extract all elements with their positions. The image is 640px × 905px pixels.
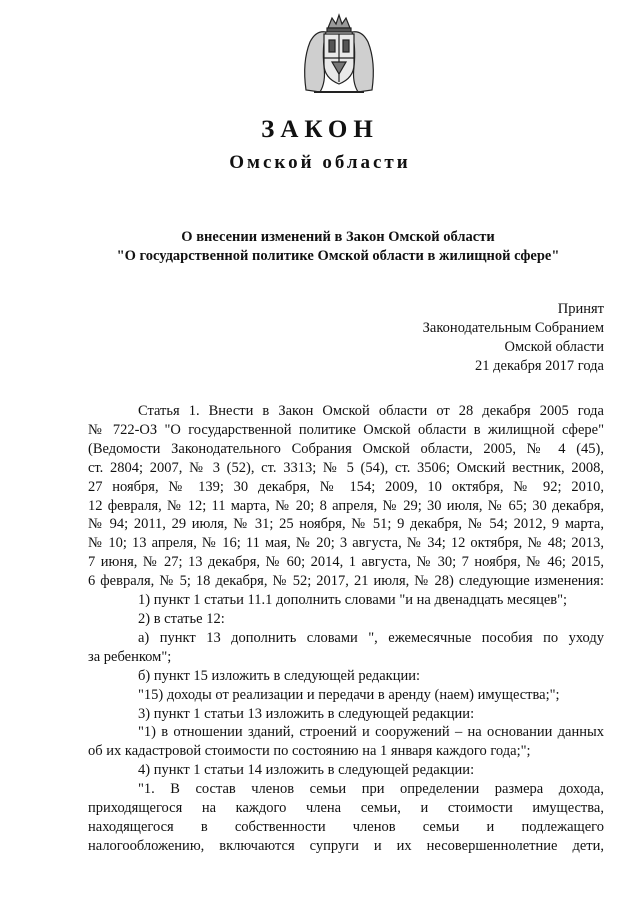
body-line: 4) пункт 1 статьи 14 изложить в следующей редакции: [138, 762, 475, 779]
body-line: ст. 2804; 2007, № 3 (52), ст. 3313; № 5 (54), ст. 3506; Омский вестник, 2008, [88, 459, 604, 476]
adoption-line: Принят [557, 301, 604, 317]
body-line: "1. В состав членов семьи при определении размера дохода, [138, 781, 604, 798]
adoption-line: Законодательным Собранием [422, 320, 604, 336]
body-line: (Ведомости Законодательного Собрания Омской области, 2005, № 4 (45), [88, 440, 604, 457]
body-line: 27 ноября, № 139; 30 декабря, № 154; 2009, 10 октября, № 92; 2010, [88, 478, 604, 495]
adoption-block [423, 300, 604, 376]
body-line: б) пункт 15 изложить в следующей редакции: [138, 667, 420, 684]
body-line: за ребенком"; [88, 648, 172, 665]
body-line: а) пункт 13 дополнить словами ", ежемесячные пособия по уходу [138, 629, 604, 646]
body-line: приходящегося на каждого члена семьи, и стоимости имущества, [88, 800, 604, 817]
body-line: об их кадастровой стоимости по состоянию на 1 января каждого года;"; [88, 743, 531, 760]
body-line: № 722-ОЗ "О государственной политике Омской области в жилищной сфере" [88, 421, 604, 438]
body-line: 7 июня, № 27; 13 декабря, № 60; 2014, 1 августа, № 30; 7 ноября, № 46; 2015, [88, 554, 604, 571]
body-line: 2) в статье 12: [138, 610, 225, 627]
body-line: № 10; 13 апреля, № 16; 11 мая, № 20; 3 августа, № 34; 12 октября, № 48; 2013, [88, 535, 604, 552]
subject-line: О внесении изменений в Закон Омской области [181, 229, 495, 245]
body-line: 12 февраля, № 12; 11 марта, № 20; 8 апреля, № 29; 30 июля, № 65; 30 декабря, [88, 497, 604, 514]
law-body [88, 402, 604, 856]
body-line: 1) пункт 1 статьи 11.1 дополнить словами "и на двенадцать месяцев"; [138, 592, 568, 609]
subject-line: "О государственной политике Омской области в жилищной сфере" [116, 248, 560, 264]
body-line: № 94; 2011, 29 июля, № 31; 25 ноября, № 51; 9 декабря, № 54; 2012, 9 марта, [88, 516, 604, 533]
law-title: ЗАКОН [261, 116, 379, 143]
law-subject [90, 228, 586, 266]
region-name: Омской области [229, 152, 411, 173]
body-line: "15) доходы от реализации и передачи в аренду (наем) имущества;"; [138, 686, 560, 703]
body-line: налогообложению, включаются супруги и их несовершеннолетние дети, [88, 837, 604, 854]
adoption-line: Омской области [504, 339, 604, 355]
coat-of-arms-emblem [296, 12, 382, 98]
body-line: находящегося в собственности членов семьи и подлежащего [88, 818, 604, 835]
body-line: 3) пункт 1 статьи 13 изложить в следующей редакции: [138, 705, 475, 722]
adoption-date: 21 декабря 2017 года [475, 358, 604, 374]
body-line: 6 февраля, № 5; 18 декабря, № 52; 2017, 21 июля, № 28) следующие изменения: [88, 573, 604, 590]
body-line: "1) в отношении зданий, строений и сооружений – на основании данных [138, 724, 604, 741]
body-line: Статья 1. Внести в Закон Омской области от 28 декабря 2005 года [138, 403, 604, 419]
